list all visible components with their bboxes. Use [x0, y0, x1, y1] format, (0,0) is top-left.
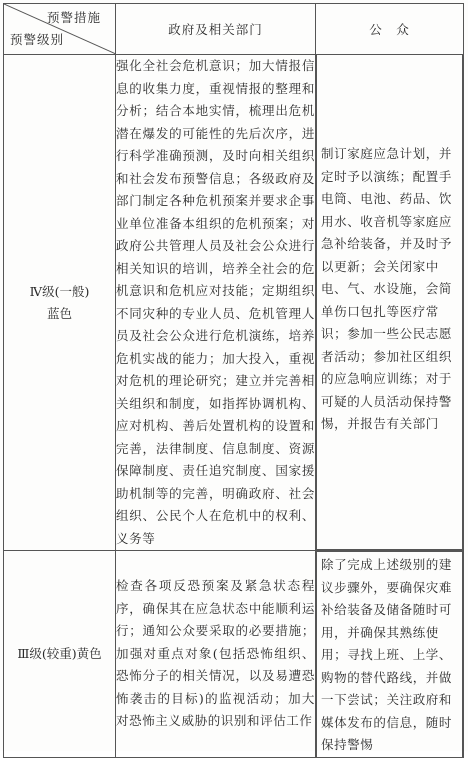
gov-measures-cell — [116, 55, 316, 551]
level-name: Ⅲ级(较重)黄色 — [17, 645, 102, 661]
gov-header-label: 政府及相关部门 — [168, 22, 263, 37]
public-measures-cell — [316, 551, 464, 758]
table-row — [4, 55, 464, 551]
public-measures-cell — [316, 55, 464, 551]
level-color: 蓝色 — [46, 305, 72, 321]
measures-header-label: 预警措施 — [46, 10, 101, 25]
public-header-cell — [316, 4, 464, 55]
level-cell — [4, 551, 116, 758]
public-measures-text: 除了完成上述级别的建议步骤外，要确保灾难补给装备及储备随时可用，并确保其熟练使用；寻找上班、上学、购物的替代路线，并做一下尝试；关注政府和媒体发布的信息，随时保持警惕 — [321, 557, 453, 752]
level-cell — [4, 55, 116, 551]
warning-measures-table — [3, 3, 464, 758]
public-header-label: 公 众 — [369, 22, 410, 37]
level-name: Ⅳ级(一般) — [29, 283, 90, 299]
gov-header-cell — [116, 4, 316, 55]
table-header-row — [4, 4, 464, 55]
diagonal-header-cell — [4, 4, 116, 55]
gov-measures-text: 检查各项反恐预案及紧急状态程序，确保其在应急状态中能顺利运行；通知公众要采取的必要措施；加强对重点对象(包括恐怖组织、恐怖分子的相关情况，以及易遭恐怖袭击的目标)的监视活动；加大对恐怖主义威胁的识别和评估工作 — [116, 578, 315, 728]
level-header-label: 预警级别 — [10, 32, 65, 47]
gov-measures-text: 强化全社会危机意识；加大情报信息的收集力度，重视情报的整理和分析；结合本地实情，梳理出危机潜在爆发的可能性的先后次序，进行科学准确预测，及时向相关组织和社会发布预警信息；各级政府及部门制定各种危机预案并要求企事业单位准备本组织的危机预案；对政府公共管理人员及社会公众进行相关知识的培训，培养全社会的危机意识和危机应对技能；定期组织不同灾种的专业人员、危机管理人员及社会公众进行危机演练，培养危机实战的能力；加大投入，重视对危机的理论研究；建立并完善相关组织和制度，如指挥协调机构、应对机构、善后处置机构的设置和完善，法律制度、信息制度、资源保障制度、责任追究制度、国家援助机制等的完善，明确政府、社会组织、公民个人在危机中的权利、义务等 — [116, 58, 315, 546]
gov-measures-cell — [116, 551, 316, 758]
public-measures-text: 制订家庭应急计划，并定时予以演练；配置手电筒、电池、药品、饮用水、收音机等家庭应急补给装备，并及时予以更新；会关闭家中电、气、水设施，会简单伤口包扎等医疗常识；参加一些公民志愿者活动；参加社区组织的应急响应训练；对于可疑的人员活动保持警惕，并报告有关部门 — [321, 146, 453, 431]
table-row — [4, 551, 464, 758]
